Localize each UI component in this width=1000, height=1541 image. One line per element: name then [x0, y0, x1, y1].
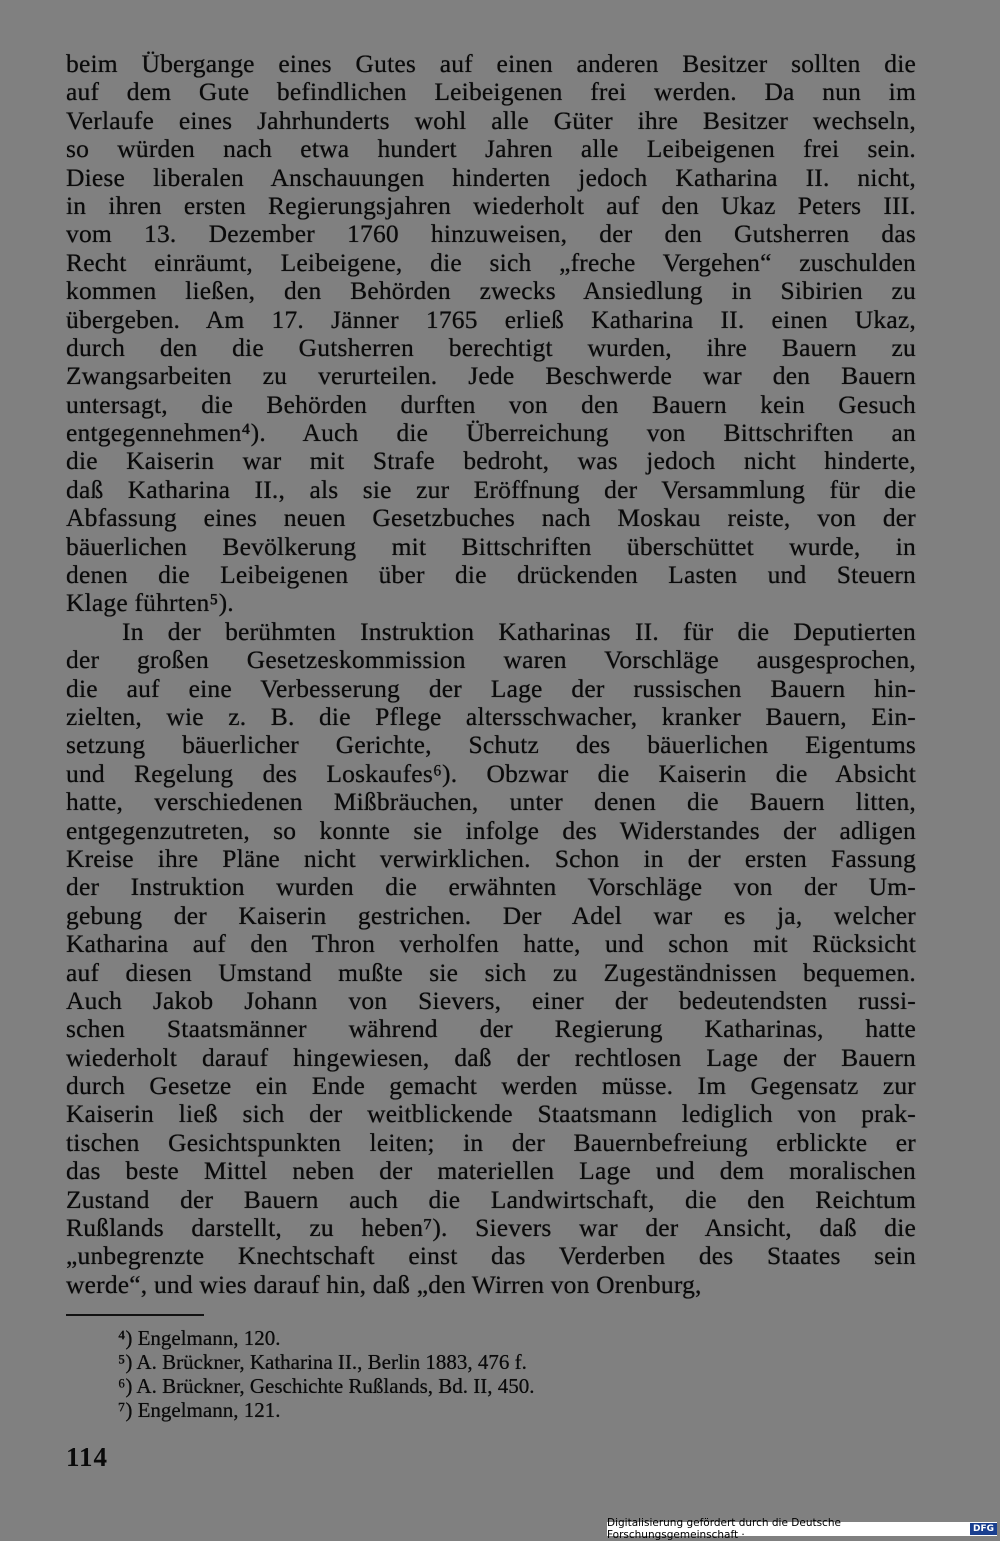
text-line: Kreise ihre Pläne nicht verwirklichen. Schon in der ersten Fassung	[66, 843, 916, 873]
text-line: schen Staatsmänner während der Regierung Katharinas, hatte	[66, 1014, 916, 1044]
text-line: beim Übergange eines Gutes auf einen anderen Besitzer sollten die	[66, 49, 916, 78]
text-line: so würden nach etwa hundert Jahren alle Leibeigenen frei sein.	[66, 134, 916, 164]
footnote: ⁴) Engelmann, 120.	[118, 1326, 281, 1350]
text-line: untersagt, die Behörden durften von den Bauern kein Gesuch	[66, 389, 916, 419]
text-line: bäuerlichen Bevölkerung mit Bittschriften überschüttet wurde, in	[66, 531, 916, 561]
footer-text: Digitalisierung gefördert durch die Deutsche Forschungsgemeinschaft ·	[607, 1517, 841, 1541]
text-line: in ihren ersten Regierungsjahren wiederholt auf den Ukaz Peters III.	[66, 190, 916, 220]
page-number: 114	[66, 1442, 109, 1472]
text-line: Kaiserin ließ sich der weitblickende Staatsmann lediglich von prak-	[66, 1099, 916, 1129]
text-line: zielten, wie z. B. die Pflege altersschwacher, kranker Bauern, Ein-	[66, 701, 916, 731]
text-line: die auf eine Verbesserung der Lage der russischen Bauern hin-	[66, 673, 916, 703]
text-line: werde“, und wies darauf hin, daß „den Wirren von Orenburg,	[66, 1269, 702, 1299]
text-line: Katharina auf den Thron verholfen hatte, und schon mit Rücksicht	[66, 929, 916, 959]
text-line: hatte, verschiedenen Mißbräuchen, unter denen die Bauern litten,	[66, 787, 916, 817]
footnote: ⁶) A. Brückner, Geschichte Rußlands, Bd. II, 450.	[118, 1374, 535, 1398]
text-line: auf diesen Umstand mußte sie sich zu Zugeständnissen bequemen.	[66, 957, 916, 987]
footnotes	[118, 1326, 534, 1422]
footnote: ⁵) A. Brückner, Katharina II., Berlin 1883, 476 f.	[118, 1350, 527, 1374]
footer-bar	[607, 1517, 997, 1541]
text-line: setzung bäuerlicher Gerichte, Schutz des bäuerlichen Eigentums	[66, 730, 916, 760]
text-line: entgegenzutreten, so konnte sie infolge des Widerstandes der adligen	[66, 815, 916, 845]
text-line: vom 13. Dezember 1760 hinzuweisen, der den Gutsherren das	[66, 219, 916, 249]
text-line: der Instruktion wurden die erwähnten Vorschläge von der Um-	[66, 872, 916, 902]
text-line: das beste Mittel neben der materiellen Lage und dem moralischen	[66, 1156, 916, 1186]
text-line: kommen ließen, den Behörden zwecks Ansiedlung in Sibirien zu	[66, 276, 916, 306]
text-line: „unbegrenzte Knechtschaft einst das Verderben des Staates sein	[66, 1241, 916, 1271]
text-line: Verlaufe eines Jahrhunderts wohl alle Güter ihre Besitzer wechseln,	[66, 105, 916, 135]
text-line: übergeben. Am 17. Jänner 1765 erließ Katharina II. einen Ukaz,	[66, 304, 916, 334]
text-line: entgegennehmen⁴). Auch die Überreichung von Bittschriften an	[66, 418, 916, 448]
text-line: Abfassung eines neuen Gesetzbuches nach Moskau reiste, von der	[66, 503, 916, 533]
text-line: Diese liberalen Anschauungen hinderten jedoch Katharina II. nicht,	[66, 162, 916, 192]
text-line: Zustand der Bauern auch die Landwirtschaft, die den Reichtum	[66, 1184, 916, 1214]
text-line: denen die Leibeigenen über die drückenden Lasten und Steuern	[66, 560, 916, 590]
dfg-logo: DFG	[970, 1523, 997, 1535]
text-line: die Kaiserin war mit Strafe bedroht, was jedoch nicht hinderte,	[66, 446, 916, 476]
text-line: wiederholt darauf hingewiesen, daß der rechtlosen Lage der Bauern	[66, 1042, 916, 1072]
text-line: Klage führten⁵).	[66, 588, 234, 618]
body-text	[66, 50, 916, 1299]
text-line: Zwangsarbeiten zu verurteilen. Jede Beschwerde war den Bauern	[66, 361, 916, 391]
text-line: In der berühmten Instruktion Katharinas II. für die Deputierten	[122, 616, 916, 646]
text-line: Auch Jakob Johann von Sievers, einer der bedeutendsten russi-	[66, 985, 916, 1015]
footnote: ⁷) Engelmann, 121.	[118, 1398, 281, 1422]
text-line: gebung der Kaiserin gestrichen. Der Adel war es ja, welcher	[66, 900, 916, 930]
text-line: daß Katharina II., als sie zur Eröffnung der Versammlung für die	[66, 474, 916, 504]
footnote-separator	[66, 1314, 204, 1316]
text-line: durch Gesetze ein Ende gemacht werden müsse. Im Gegensatz zur	[66, 1071, 916, 1101]
text-line: der großen Gesetzeskommission waren Vorschläge ausgesprochen,	[66, 645, 916, 675]
text-line: tischen Gesichtspunkten leiten; in der Bauernbefreiung erblickte er	[66, 1127, 916, 1157]
text-line: auf dem Gute befindlichen Leibeigenen frei werden. Da nun im	[66, 77, 916, 107]
text-line: durch den die Gutsherren berechtigt wurden, ihre Bauern zu	[66, 332, 916, 362]
text-line: Recht einräumt, Leibeigene, die sich „freche Vergehen“ zuschulden	[66, 247, 916, 277]
text-line: Rußlands darstellt, zu heben⁷). Sievers war der Ansicht, daß die	[66, 1213, 916, 1243]
text-line: und Regelung des Loskaufes⁶). Obzwar die Kaiserin die Absicht	[66, 758, 916, 788]
